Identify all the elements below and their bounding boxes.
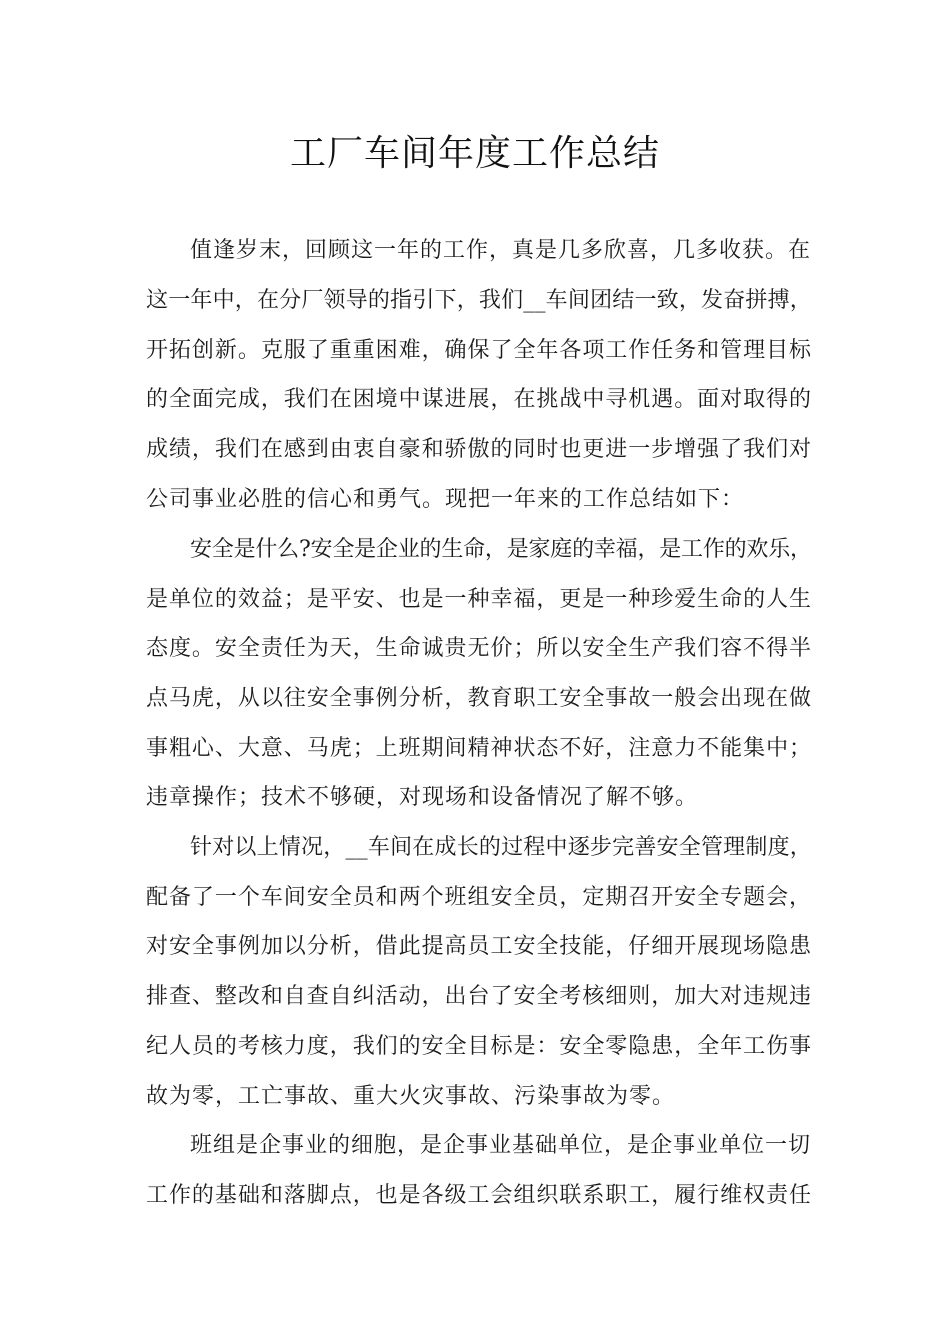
paragraph-3-line-2: 配备了一个车间安全员和两个班组安全员，定期召开安全专题会， xyxy=(146,885,813,910)
paragraph-1-line-4: 的全面完成，我们在困境中谋进展，在挑战中寻机遇。面对取得的 xyxy=(146,387,813,412)
paragraph-3-line-6: 故为零，工亡事故、重大火灾事故、污染事故为零。 xyxy=(146,1084,676,1109)
paragraph-3-line-3: 对安全事例加以分析，借此提高员工安全技能，仔细开展现场隐患 xyxy=(146,934,813,959)
paragraph-2-line-6: 违章操作；技术不够硬，对现场和设备情况了解不够。 xyxy=(146,785,699,810)
paragraph-1-line-3: 开拓创新。克服了重重困难，确保了全年各项工作任务和管理目标 xyxy=(146,338,813,363)
paragraph-3-line-5: 纪人员的考核力度，我们的安全目标是：安全零隐患，全年工伤事 xyxy=(146,1034,813,1059)
paragraph-2-line-4: 点马虎，从以往安全事例分析，教育职工安全事故一般会出现在做 xyxy=(146,686,813,711)
paragraph-2-line-1: 安全是什么?安全是企业的生命，是家庭的幸福，是工作的欢乐， xyxy=(190,537,812,562)
paragraph-2-line-2: 是单位的效益；是平安、也是一种幸福，更是一种珍爱生命的人生 xyxy=(146,587,813,612)
paragraph-1-line-6: 公司事业必胜的信心和勇气。现把一年来的工作总结如下： xyxy=(146,487,745,512)
paragraph-1-line-5: 成绩，我们在感到由衷自豪和骄傲的同时也更进一步增强了我们对 xyxy=(146,437,813,462)
paragraph-2-line-5: 事粗心、大意、马虎；上班期间精神状态不好，注意力不能集中； xyxy=(146,736,813,761)
paragraph-1-line-2: 这一年中，在分厂领导的指引下，我们__车间团结一致，发奋拼搏， xyxy=(146,288,813,313)
document-title: 工厂车间年度工作总结 xyxy=(289,133,660,174)
paragraph-3-line-1: 针对以上情况，__车间在成长的过程中逐步完善安全管理制度， xyxy=(190,835,813,860)
paragraph-2-line-3: 态度。安全责任为天，生命诚贵无价；所以安全生产我们容不得半 xyxy=(146,636,813,661)
paragraph-3-line-4: 排查、整改和自查自纠活动，出台了安全考核细则，加大对违规违 xyxy=(146,984,813,1009)
paragraph-1-line-1: 值逢岁末，回顾这一年的工作，真是几多欣喜，几多收获。在 xyxy=(190,238,812,263)
paragraph-4-line-1: 班组是企事业的细胞，是企事业基础单位，是企事业单位一切 xyxy=(190,1133,812,1158)
paragraph-4-line-2: 工作的基础和落脚点，也是各级工会组织联系职工，履行维权责任 xyxy=(146,1183,813,1208)
